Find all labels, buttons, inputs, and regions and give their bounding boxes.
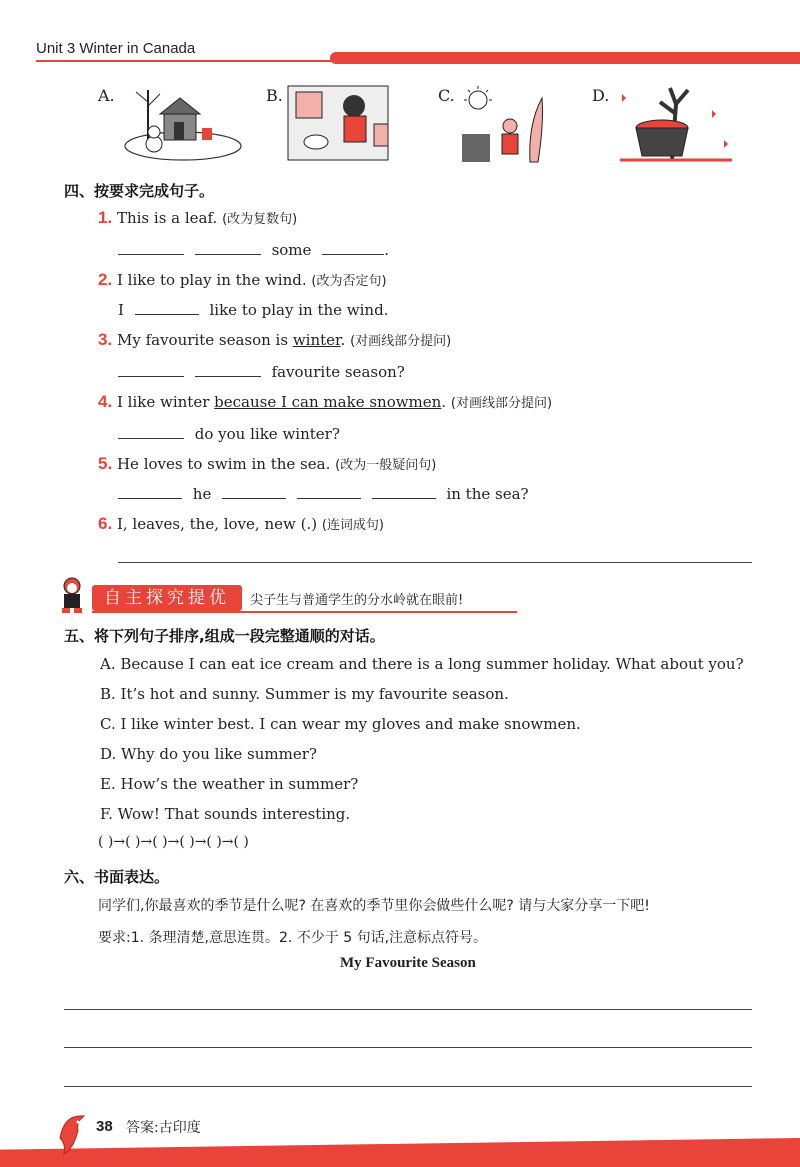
answer-word: some xyxy=(271,241,312,259)
question-instruction: (改为复数句) xyxy=(222,212,298,227)
question-number: 6. xyxy=(98,514,113,533)
answer-blank[interactable] xyxy=(322,240,384,255)
answer-blank[interactable] xyxy=(118,484,182,499)
section-6-heading: 六、书面表达。 xyxy=(64,868,170,886)
question-text: I like winter xyxy=(116,393,215,411)
banner-underline xyxy=(92,611,517,613)
summer-boy-sun-icon xyxy=(458,84,588,164)
picture-label-a: A. xyxy=(98,86,115,105)
mascot-icon xyxy=(58,574,90,614)
answer-word: do you like winter? xyxy=(194,425,340,443)
banner-title: 自主探究提优 xyxy=(92,585,242,611)
dialogue-option-f: F. Wow! That sounds interesting. xyxy=(100,805,351,823)
question-text: He loves to swim in the sea. xyxy=(116,455,331,473)
question-text-end: . xyxy=(340,331,346,349)
answer-blank[interactable] xyxy=(297,484,361,499)
header-band xyxy=(330,52,800,64)
winter-house-snowman-icon xyxy=(118,84,248,164)
question-instruction: (改为一般疑问句) xyxy=(335,458,437,473)
question-number: 5. xyxy=(98,454,113,473)
question-number: 4. xyxy=(98,392,113,411)
dialogue-option-d: D. Why do you like summer? xyxy=(100,745,317,763)
answer-blank[interactable] xyxy=(195,240,261,255)
writing-line-1[interactable] xyxy=(64,1009,752,1010)
answer-line-5 xyxy=(118,484,529,503)
answer-line-4 xyxy=(118,424,340,443)
answer-line-3 xyxy=(118,362,405,381)
writing-requirements: 要求:1. 条理清楚,意思连贯。2. 不少于 5 句话,注意标点符号。 xyxy=(98,930,488,946)
underlined-text: because I can make snowmen xyxy=(214,393,442,411)
answer-line-1 xyxy=(118,240,389,259)
underlined-text: winter xyxy=(292,331,341,349)
question-3 xyxy=(98,330,451,350)
question-instruction: (对画线部分提问) xyxy=(450,396,553,411)
question-2 xyxy=(98,270,387,290)
answer-blank[interactable] xyxy=(195,362,261,377)
answer-blank[interactable] xyxy=(222,484,286,499)
question-instruction: (连词成句) xyxy=(321,518,385,533)
sequence-answer[interactable]: ( )→( )→( )→( )→( )→( ) xyxy=(98,834,249,850)
question-4 xyxy=(98,392,552,412)
question-1 xyxy=(98,208,297,228)
answer-blank[interactable] xyxy=(118,424,184,439)
answer-blank[interactable] xyxy=(372,484,436,499)
answer-word: like to play in the wind. xyxy=(209,301,389,319)
answer-blank[interactable] xyxy=(135,300,199,315)
question-text-end: . xyxy=(441,393,447,411)
picture-label-c: C. xyxy=(438,86,455,105)
answer-note: 答案:古印度 xyxy=(126,1120,201,1136)
question-number: 3. xyxy=(98,330,113,349)
answer-period: . xyxy=(384,241,389,259)
dolphin-icon xyxy=(54,1108,94,1158)
answer-word: in the sea? xyxy=(446,485,529,503)
header-rule xyxy=(36,60,336,62)
section-5-heading: 五、将下列句子排序,组成一段完整通顺的对话。 xyxy=(64,627,385,645)
answer-line-6[interactable] xyxy=(118,562,752,563)
question-number: 2. xyxy=(98,270,113,289)
answer-blank[interactable] xyxy=(118,240,184,255)
question-text: My favourite season is xyxy=(116,331,293,349)
dialogue-option-e: E. How’s the weather in summer? xyxy=(100,775,359,793)
answer-line-2 xyxy=(118,300,388,319)
dialogue-option-c: C. I like winter best. I can wear my gloves and make snowmen. xyxy=(100,715,581,733)
question-number: 1. xyxy=(98,208,113,227)
writing-line-3[interactable] xyxy=(64,1086,752,1087)
answer-word: I xyxy=(118,301,124,319)
answer-blank[interactable] xyxy=(118,362,184,377)
section-4-heading: 四、按要求完成句子。 xyxy=(64,182,215,200)
footer-band xyxy=(0,1138,800,1167)
question-instruction: (改为否定句) xyxy=(311,274,387,289)
writing-prompt: 同学们,你最喜欢的季节是什么呢? 在喜欢的季节里你会做些什么呢? 请与大家分享一下吧! xyxy=(98,898,650,914)
question-instruction: (对画线部分提问) xyxy=(350,334,452,349)
unit-title: Unit 3 Winter in Canada xyxy=(36,40,196,57)
question-6 xyxy=(98,514,384,534)
dialogue-option-a: A. Because I can eat ice cream and there is a long summer holiday. What about you? xyxy=(100,655,744,673)
picture-label-d: D. xyxy=(592,86,610,105)
question-text: This is a leaf. xyxy=(116,209,218,227)
picture-label-b: B. xyxy=(266,86,283,105)
dialogue-option-b: B. It’s hot and sunny. Summer is my favourite season. xyxy=(100,685,509,703)
writing-line-2[interactable] xyxy=(64,1047,752,1048)
autumn-tree-basket-icon xyxy=(612,84,742,164)
spring-girl-dog-icon xyxy=(286,84,416,164)
essay-title: My Favourite Season xyxy=(340,955,476,971)
question-text: I like to play in the wind. xyxy=(116,271,307,289)
answer-word: he xyxy=(192,485,212,503)
question-5 xyxy=(98,454,436,474)
banner-tagline: 尖子生与普通学生的分水岭就在眼前! xyxy=(250,593,464,608)
page-number: 38 xyxy=(96,1118,113,1135)
answer-word: favourite season? xyxy=(271,363,405,381)
question-text: I, leaves, the, love, new (.) xyxy=(116,515,318,533)
